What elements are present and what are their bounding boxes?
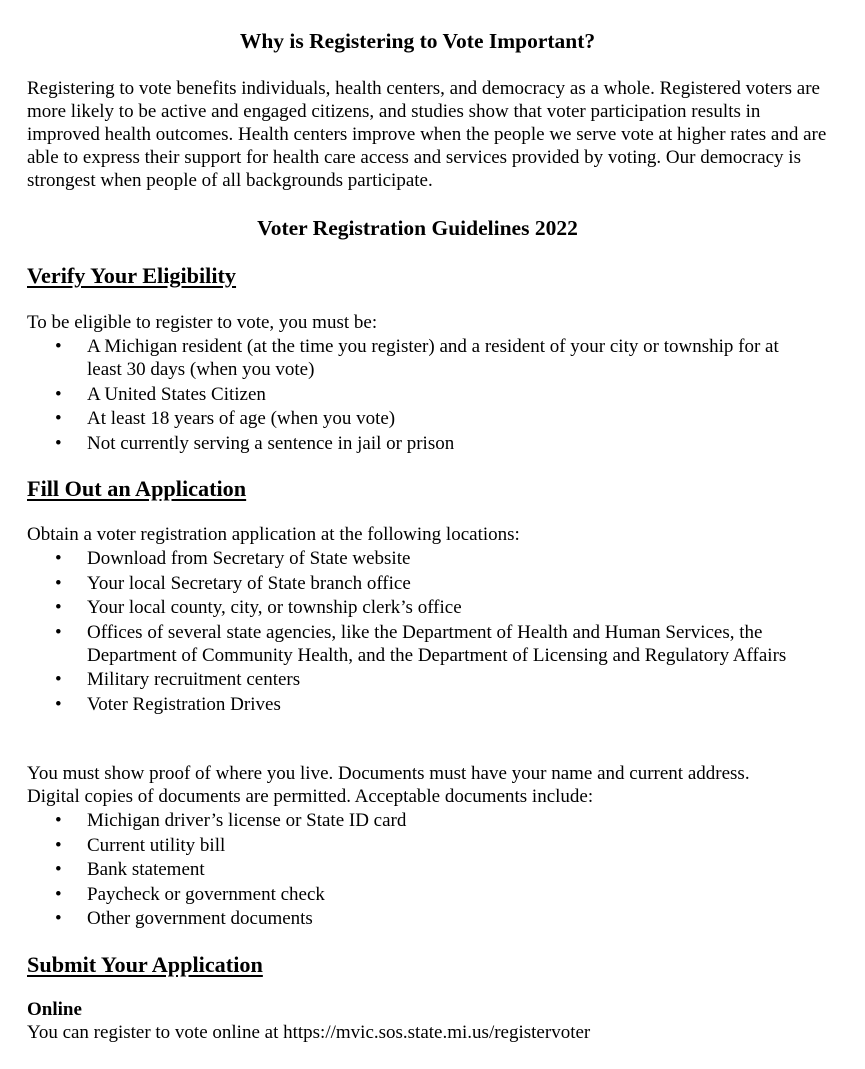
bullet-icon: • xyxy=(55,810,62,831)
bullet-icon: • xyxy=(55,883,62,905)
bullet-icon: • xyxy=(55,572,62,594)
section-heading-submit-application: Submit Your Application xyxy=(27,952,263,977)
list-item xyxy=(27,547,807,570)
bullet-icon: • xyxy=(55,336,62,357)
list-item-text: Voter Registration Drives xyxy=(87,693,281,715)
application-lead-text: Obtain a voter registration application at the following locations: xyxy=(27,524,520,545)
guidelines-title: Voter Registration Guidelines 2022 xyxy=(257,216,578,240)
list-item-text: Paycheck or government check xyxy=(87,883,325,905)
list-item xyxy=(27,621,807,667)
list-item xyxy=(27,809,807,832)
list-item-text: Download from Secretary of State website xyxy=(87,548,411,569)
list-item xyxy=(27,383,807,406)
acceptable-documents-list xyxy=(27,809,807,932)
list-item xyxy=(27,572,807,595)
bullet-icon: • xyxy=(55,908,62,930)
list-item xyxy=(27,858,807,881)
list-item xyxy=(27,834,807,857)
bullet-icon: • xyxy=(55,621,62,643)
list-item xyxy=(27,432,807,455)
page-title: Why is Registering to Vote Important? xyxy=(239,29,596,53)
list-item-text: Offices of several state agencies, like the Department of Health and Human Services, the Department of Community Health, and the Department of Licensing and Regulatory Affairs xyxy=(87,621,787,666)
section-heading-verify-eligibility: Verify Your Eligibility xyxy=(27,263,237,288)
list-item-text: Current utility bill xyxy=(87,834,226,856)
list-item xyxy=(27,335,807,381)
list-item-text: At least 18 years of age (when you vote) xyxy=(87,408,396,430)
eligibility-list xyxy=(27,335,807,456)
bullet-icon: • xyxy=(55,408,62,430)
list-item-text: Other government documents xyxy=(87,908,313,930)
proof-of-residence-text: You must show proof of where you live. Documents must have your name and current address. Digital copies of documents are permitted. Acceptable documents include: xyxy=(27,763,750,807)
online-subheading: Online xyxy=(27,999,82,1020)
list-item-text: Michigan driver’s license or State ID card xyxy=(87,810,407,831)
list-item-text: Your local county, city, or township clerk’s office xyxy=(87,597,462,619)
list-item-text: Not currently serving a sentence in jail or prison xyxy=(87,432,455,454)
list-item-text: Bank statement xyxy=(87,859,205,881)
bullet-icon: • xyxy=(55,859,62,881)
application-locations-list xyxy=(27,547,807,718)
intro-paragraph: Registering to vote benefits individuals, health centers, and democracy as a whole. Registered voters are more likely to be active and engaged citizens, and studies show that voter participation results in improved health outcomes. Health centers improve when the people we serve vote at higher rates and are able to express their support for health care access and services provided by voting. Our democracy is strongest when people of all backgrounds participate. xyxy=(27,78,827,191)
list-item xyxy=(27,907,807,930)
list-item xyxy=(27,407,807,430)
online-registration-text: You can register to vote online at https://mvic.sos.state.mi.us/registervoter xyxy=(27,1022,591,1043)
list-item xyxy=(27,693,807,716)
list-item xyxy=(27,668,807,691)
bullet-icon: • xyxy=(55,432,62,454)
section-heading-fill-application: Fill Out an Application xyxy=(27,476,247,501)
list-item-text: Military recruitment centers xyxy=(87,669,301,691)
list-item xyxy=(27,883,807,906)
bullet-icon: • xyxy=(55,548,62,569)
bullet-icon: • xyxy=(55,383,62,405)
bullet-icon: • xyxy=(55,669,62,691)
bullet-icon: • xyxy=(55,834,62,856)
bullet-icon: • xyxy=(55,597,62,619)
list-item xyxy=(27,596,807,619)
list-item-text: A Michigan resident (at the time you register) and a resident of your city or township for at least 30 days (when you vote) xyxy=(87,336,779,380)
eligibility-lead-text: To be eligible to register to vote, you must be: xyxy=(27,312,378,333)
bullet-icon: • xyxy=(55,693,62,715)
list-item-text: A United States Citizen xyxy=(87,383,266,405)
list-item-text: Your local Secretary of State branch office xyxy=(87,572,411,594)
